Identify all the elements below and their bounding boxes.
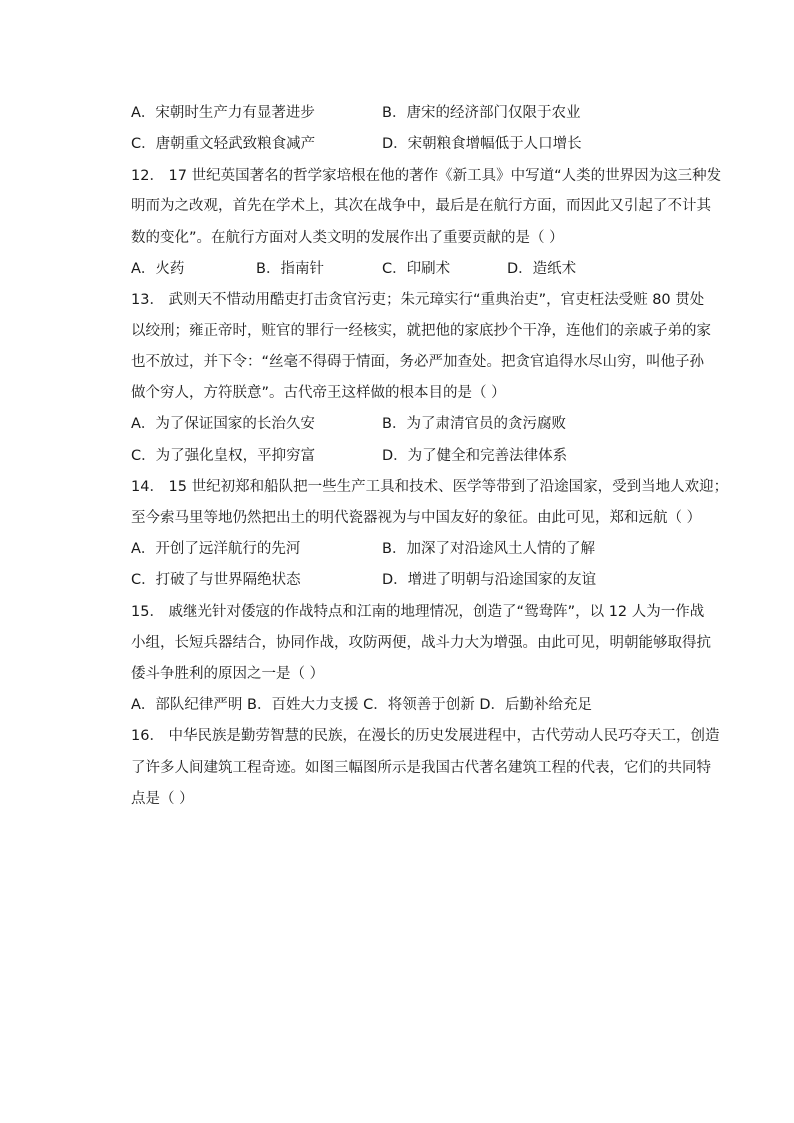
q13-option-b: B．为了肃清官员的贪污腐败 [382, 416, 566, 432]
q15-stem-line-3: 倭斗争胜利的原因之一是（ ） [131, 666, 325, 682]
q16-stem-line-3: 点是（ ） [131, 791, 194, 807]
q14-option-c: C．打破了与世界隔绝状态 [131, 572, 301, 588]
q12-option-d: D．造纸术 [507, 261, 577, 277]
q14-option-b: B．加深了对沿途风土人情的了解 [382, 541, 595, 557]
q12-stem-line-1: 12． 17 世纪英国著名的哲学家培根在他的著作《新工具》中写道“人类的世界因为这三种发 [131, 168, 722, 184]
q14-option-d: D．增进了明朝与沿途国家的友谊 [382, 572, 597, 588]
q12-stem-line-2: 明而为之改观，首先在学术上，其次在战争中，最后是在航行方面，而因此又引起了不计其 [131, 198, 711, 214]
q12-option-b: B．指南针 [256, 261, 324, 277]
q11-option-b: B．唐宋的经济部门仅限于农业 [382, 105, 581, 121]
q13-option-d: D．为了健全和完善法律体系 [382, 448, 568, 464]
q15-stem-line-1: 15． 戚继光针对倭寇的作战特点和江南的地理情况，创造了“鸳鸯阵”，以 12 人为一作战 [131, 604, 705, 620]
q13-stem-line-4: 做个穷人，方符朕意”。古代帝王这样做的根本目的是（ ） [131, 385, 506, 401]
q13-stem-line-2: 以绞刑；雍正帝时，赃官的罪行一经核实，就把他的家底抄个干净，连他们的亲戚子弟的家 [131, 323, 711, 339]
q11-option-c: C．唐朝重文轻武致粮食减产 [131, 136, 316, 152]
q16-stem-line-1: 16． 中华民族是勤劳智慧的民族，在漫长的历史发展进程中，古代劳动人民巧夺天工，创造 [131, 728, 720, 744]
q15-options: A．部队纪律严明 B．百姓大力支援 C．将领善于创新 D．后勤补给充足 [131, 697, 592, 713]
q13-option-c: C．为了强化皇权，平抑穷富 [131, 448, 316, 464]
q14-stem-line-2: 至今索马里等地仍然把出土的明代瓷器视为与中国友好的象征。由此可见，郑和远航（ ） [131, 510, 702, 526]
q16-stem-line-2: 了许多人间建筑工程奇迹。如图三幅图所示是我国古代著名建筑工程的代表，它们的共同特 [131, 760, 711, 776]
q14-option-a: A．开创了远洋航行的先河 [131, 541, 301, 557]
q14-stem-line-1: 14． 15 世纪初郑和船队把一些生产工具和技术、医学等带到了沿途国家，受到当地人欢迎； [131, 479, 729, 495]
q11-option-d: D．宋朝粮食增幅低于人口增长 [382, 136, 582, 152]
q13-stem-line-3: 也不放过，并下令：“丝毫不得碍于情面，务必严加查处。把贪官追得水尽山穷，叫他子孙 [131, 354, 705, 370]
q13-option-a: A．为了保证国家的长治久安 [131, 416, 315, 432]
q12-stem-line-3: 数的变化”。在航行方面对人类文明的发展作出了重要贡献的是（ ） [131, 230, 564, 246]
q15-stem-line-2: 小组，长短兵器结合，协同作战，攻防两便，战斗力大为增强。由此可见，明朝能够取得抗 [131, 635, 711, 651]
q13-stem-line-1: 13． 武则天不惜动用酷吏打击贪官污吏；朱元璋实行“重典治吏”，官吏枉法受赃 80 贯处 [131, 292, 705, 308]
q12-option-a: A．火药 [131, 261, 185, 277]
q12-option-c: C．印刷术 [382, 261, 451, 277]
q11-option-a: A．宋朝时生产力有显著进步 [131, 105, 315, 121]
